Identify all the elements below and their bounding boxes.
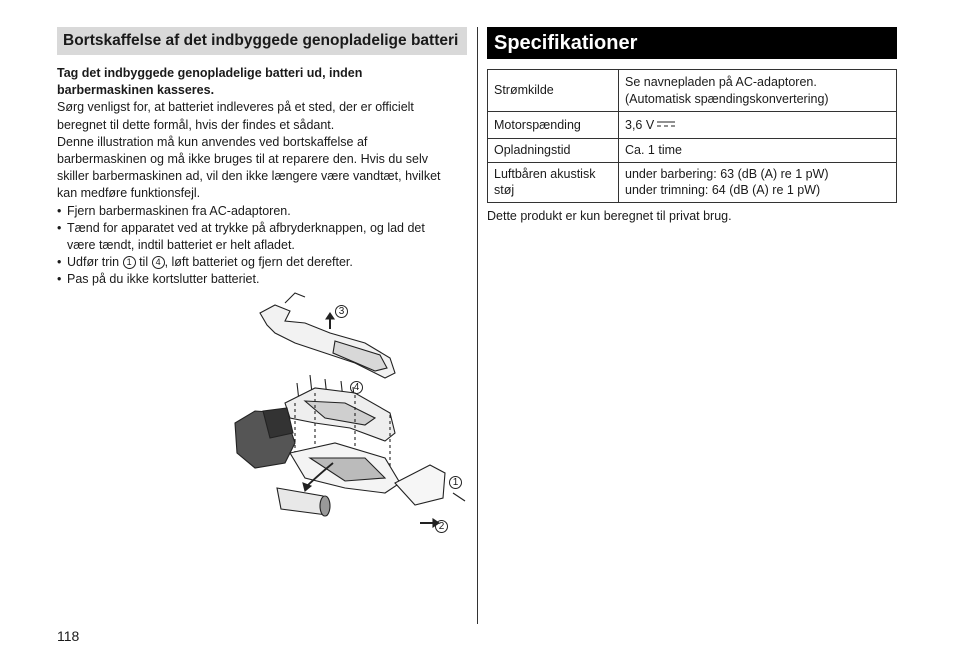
para1-line-2: beregnet til dette formål, hvis der findes et sådant.	[57, 117, 335, 132]
column-divider	[477, 27, 478, 624]
step-label-2: 2	[435, 520, 448, 533]
section-heading: Bortskaffelse af det indbyggede genopladelige batteri	[57, 27, 467, 55]
step-label-1: 1	[449, 476, 462, 489]
spec-value: under barbering: 63 (dB (A) re 1 pW) under trimning: 64 (dB (A) re 1 pW)	[619, 162, 897, 202]
para2-line-3: skiller barbermaskinen ad, vil den ikke længere være vandtæt, hvilket	[57, 169, 441, 184]
bullet-2: • Tænd for apparatet ved at trykke på afbryderknappen, og lad det være tændt, indtil batteriet er helt afladet.	[57, 220, 467, 254]
disposal-text	[57, 65, 467, 289]
bullet-1: • Fjern barbermaskinen fra AC-adaptoren.	[57, 203, 467, 220]
para2-line-2: barbermaskinen og må ikke bruges til at reparere den. Hvis du selv	[57, 152, 429, 167]
step-label-3: 3	[335, 305, 348, 318]
spec-value: Se navnepladen på AC-adaptoren. (Automatisk spændingskonvertering)	[619, 70, 897, 112]
dc-symbol-icon	[657, 121, 675, 128]
specifications-heading: Specifikationer	[487, 27, 897, 59]
spec-key: Strømkilde	[488, 70, 619, 112]
spec-key: Opladningstid	[488, 139, 619, 163]
para1-line-1: Sørg venligst for, at batteriet indleveres på et sted, der er officielt	[57, 100, 414, 115]
spec-key: Luftbåren akustisk støj	[488, 162, 619, 202]
intro-bold-line-1: Tag det indbyggede genopladelige batteri ud, inden	[57, 66, 363, 80]
bullet-3: • Udfør trin 1 til 4 , løft batteriet og fjern det derefter.	[57, 254, 467, 271]
table-row	[488, 70, 897, 112]
table-row	[488, 162, 897, 202]
table-row	[488, 139, 897, 163]
private-use-note: Dette produkt er kun beregnet til privat brug.	[487, 208, 732, 223]
disassembly-illustration	[215, 283, 475, 538]
intro-bold-line-2: barbermaskinen kasseres.	[57, 83, 215, 98]
bullet-4: • Pas på du ikke kortslutter batteriet.	[57, 271, 467, 288]
specifications-table	[487, 69, 897, 203]
table-row	[488, 112, 897, 139]
step-number-1: 1	[123, 256, 136, 269]
steps-list	[57, 203, 467, 289]
specifications-section	[487, 27, 897, 223]
step-label-4: 4	[350, 381, 363, 394]
battery-disposal-section	[57, 27, 467, 289]
shaver-disassembly-drawing	[215, 283, 475, 538]
page-number: 118	[57, 628, 80, 644]
spec-value: Ca. 1 time	[619, 139, 897, 163]
spec-value: 3,6 V	[619, 112, 897, 139]
para2-line-4: kan medføre funktionsfejl.	[57, 186, 201, 201]
para2-line-1: Denne illustration må kun anvendes ved bortskaffelse af	[57, 134, 368, 149]
step-number-4: 4	[152, 256, 165, 269]
spec-key: Motorspænding	[488, 112, 619, 139]
